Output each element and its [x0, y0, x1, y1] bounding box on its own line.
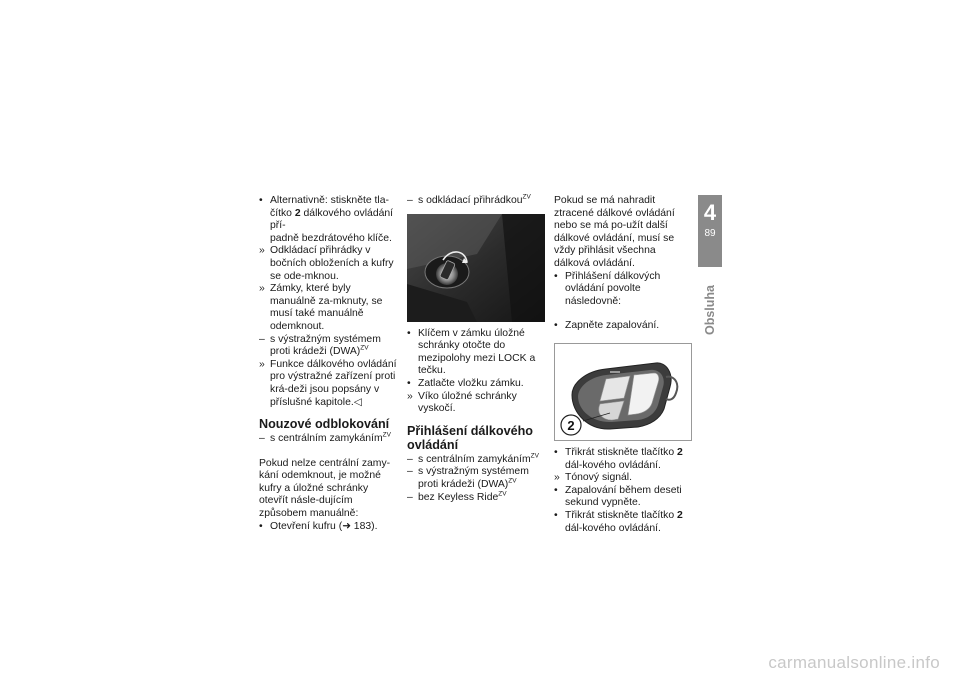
- item-text: s výstražným systémem proti krádeži (DWA): [270, 333, 381, 358]
- chapter-tab: [698, 195, 722, 267]
- list-item: [407, 454, 545, 467]
- button-number: 2: [677, 446, 683, 458]
- item-text: Zapněte zapalování.: [565, 320, 660, 332]
- option-sup: ZV: [522, 193, 531, 201]
- bullet: •: [407, 327, 411, 339]
- list-item: [407, 378, 545, 391]
- result-mark: »: [259, 245, 265, 257]
- list-item: [407, 391, 545, 416]
- result-mark: »: [259, 283, 265, 295]
- bullet: •: [554, 446, 558, 458]
- column-3: [554, 195, 692, 535]
- list-item: [554, 320, 692, 333]
- item-text: s výstražným systémem proti krádeži (DWA): [418, 466, 529, 490]
- callout-number: 2: [567, 417, 575, 433]
- option-sup: ZV: [530, 452, 539, 460]
- item-text: s centrálním zamykáním: [270, 433, 383, 445]
- item-text-pre: Třikrát stiskněte tlačítko: [565, 446, 678, 458]
- list-item: [407, 328, 545, 378]
- dash-mark: –: [407, 466, 413, 478]
- page-ref-arrow-icon: ➜: [342, 520, 351, 532]
- item-text: Zatlačte vložku zámku.: [418, 377, 524, 389]
- list-item: [407, 195, 545, 208]
- item-text-post: dál-kového ovládání.: [565, 459, 661, 471]
- item-text-pre: čítko: [270, 207, 295, 219]
- dash-mark: –: [407, 195, 413, 206]
- item-text-pre: Třikrát stiskněte tlačítko: [565, 509, 678, 521]
- list-item: [259, 359, 397, 409]
- item-text: Odkládací přihrádky v bočních obloženích a kufry se ode-mknou.: [270, 245, 394, 282]
- result-mark: »: [259, 358, 265, 370]
- list-item: [407, 466, 545, 491]
- page-number: 89: [704, 228, 716, 239]
- list-item: [259, 334, 397, 359]
- item-text: Tónový signál.: [565, 472, 632, 484]
- item-text: Otevření kufru (: [270, 520, 343, 532]
- column-2: [407, 195, 545, 504]
- list-item: [259, 195, 397, 208]
- list-item: [407, 492, 545, 505]
- item-text: Přihlášení dálkových ovládání povolte následovně:: [565, 270, 661, 307]
- list-item: [259, 233, 397, 246]
- list-item: [259, 245, 397, 283]
- list-item: [554, 472, 692, 485]
- button-number: 2: [677, 509, 683, 521]
- list-item: [259, 208, 397, 233]
- list-item: [554, 510, 692, 535]
- chapter-number: 4: [703, 200, 717, 225]
- item-text-post: dál-kového ovládání.: [565, 522, 661, 534]
- button-number: 2: [294, 207, 301, 219]
- list-item: [259, 521, 397, 534]
- dash-mark: –: [407, 491, 413, 503]
- dash-mark: –: [259, 333, 265, 345]
- option-sup: ZV: [382, 431, 391, 439]
- dash-mark: –: [407, 453, 413, 465]
- paragraph: Pokud se má nahradit ztracené dálkové ovládání nebo se má po-užít další dálkové ovládání, musí se vždy přihlásit všechna dálková ovládání.: [554, 195, 675, 269]
- item-text: Funkce dálkového ovládání pro výstražné zařízení proti krá-deži jsou popsány v příslušné kapitole.◁: [270, 358, 397, 408]
- bullet: •: [407, 377, 411, 389]
- bullet: •: [259, 520, 263, 532]
- item-text: Alternativně: stiskněte tla-: [270, 195, 389, 206]
- section-heading: Nouzové odblokování: [259, 417, 390, 432]
- option-sup: ZV: [508, 477, 517, 485]
- page-ref-link[interactable]: 183).: [350, 520, 378, 532]
- item-text: Víko úložné schránky vyskočí.: [418, 390, 517, 415]
- item-text: bez Keyless Ride: [418, 491, 499, 503]
- list-item: [259, 433, 397, 446]
- bullet: •: [554, 320, 558, 332]
- paragraph: Pokud nelze centrální zamy-kání odemknout, je možné kufry a úložné schránky otevřít násle-dujícím způsobem manuálně:: [259, 457, 391, 520]
- bullet: •: [554, 270, 558, 282]
- list-item: [554, 271, 692, 309]
- item-text-post: dálkového ovládání pří-: [270, 207, 394, 232]
- storage-lock-photo: [407, 214, 545, 322]
- column-1: [259, 195, 397, 533]
- item-text: padně bezdrátového klíče.: [270, 232, 392, 244]
- bullet: •: [259, 195, 263, 206]
- bullet: •: [554, 509, 558, 521]
- list-item: [554, 447, 692, 472]
- remote-control-figure: [554, 343, 692, 441]
- item-text: s centrálním zamykáním: [418, 453, 531, 465]
- bullet: •: [554, 484, 558, 496]
- chapter-title: Obsluha: [703, 284, 717, 336]
- item-text: Zapalování během deseti sekund vypněte.: [565, 484, 682, 509]
- chapter-label: [698, 275, 722, 345]
- list-item: [554, 485, 692, 510]
- list-item: [259, 283, 397, 333]
- section-heading: Přihlášení dálkového ovládání: [407, 423, 533, 452]
- watermark: carmanualsonline.info: [768, 653, 940, 672]
- option-sup: ZV: [498, 490, 507, 498]
- dash-mark: –: [259, 433, 265, 445]
- item-text: Klíčem v zámku úložné schránky otočte do mezipolohy mezi LOCK a tečku.: [418, 327, 536, 377]
- item-text: s odkládací přihrádkou: [418, 195, 523, 206]
- result-mark: »: [407, 390, 413, 402]
- item-text: Zámky, které byly manuálně za-mknuty, se musí také manuálně odemknout.: [270, 283, 383, 332]
- option-sup: ZV: [360, 344, 369, 352]
- result-mark: »: [554, 472, 560, 484]
